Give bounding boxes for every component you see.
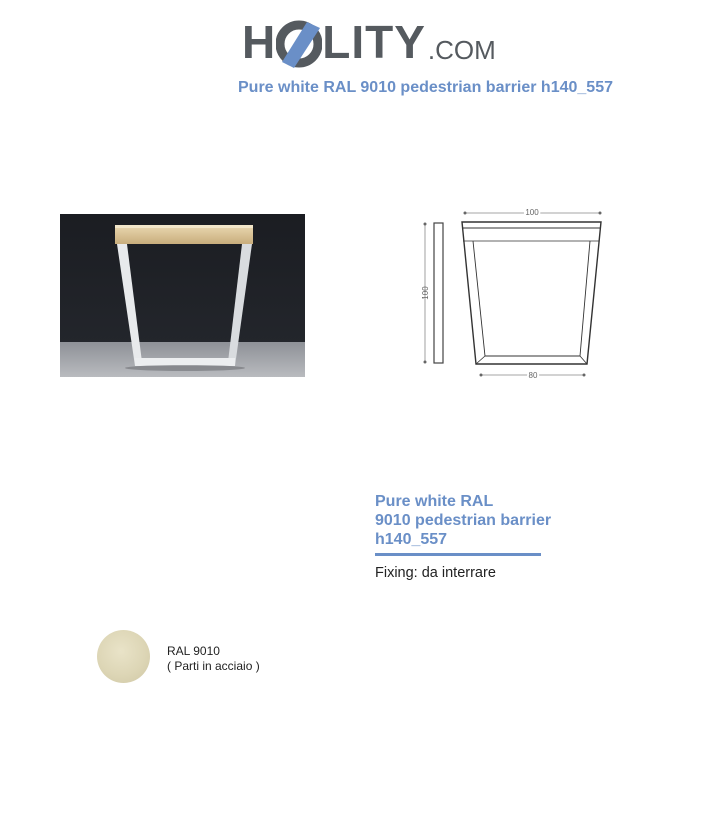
fixing-spec: Fixing: da interrare	[375, 565, 496, 581]
product-title-line-3: h140_557	[375, 531, 448, 548]
dim-height: 100	[421, 286, 430, 300]
holity-logo[interactable]	[242, 10, 496, 70]
dim-bottom-width: 80	[528, 371, 538, 380]
logo-letter-h: H	[242, 16, 277, 68]
dim-top-width: 100	[525, 208, 539, 217]
product-title	[375, 492, 575, 549]
logo-letters-lity: LITY	[322, 16, 426, 68]
technical-drawing	[415, 204, 615, 384]
title-underline	[375, 553, 541, 556]
logo-o-icon	[276, 14, 322, 70]
product-title-line-1: Pure white RAL	[375, 493, 494, 510]
color-code: RAL 9010	[167, 644, 220, 658]
product-photo	[60, 214, 305, 377]
logo-domain: .COM	[427, 35, 496, 65]
color-swatch[interactable]	[97, 630, 150, 683]
product-title-line-2: 9010 pedestrian barrier	[375, 512, 552, 529]
page-title: Pure white RAL 9010 pedestrian barrier h140_557	[238, 79, 613, 96]
color-note: ( Parti in acciaio )	[167, 659, 260, 673]
